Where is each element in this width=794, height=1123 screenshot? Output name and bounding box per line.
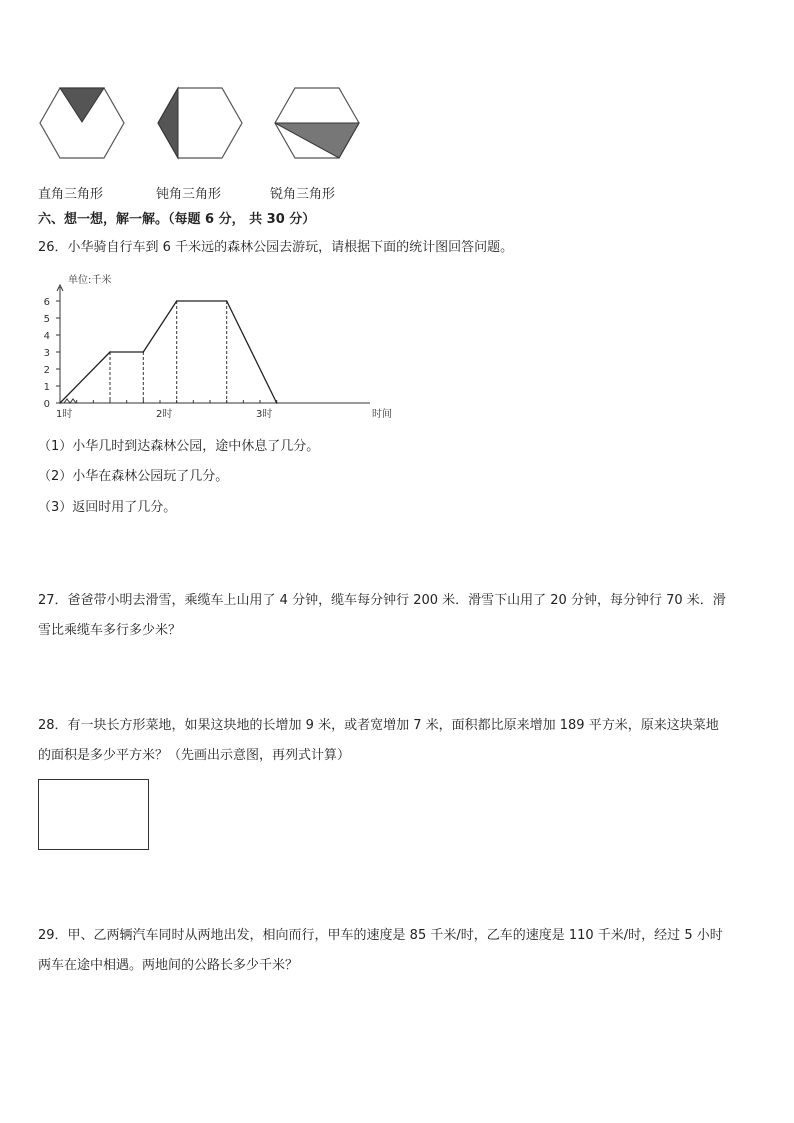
hexagon-right-triangle-figure — [38, 86, 128, 162]
shape-label-obtuse: 钝角三角形 — [156, 187, 222, 202]
x-tick-label: 3时 — [256, 409, 273, 420]
data-point — [59, 402, 61, 404]
question-27-line-2: 雪比乘缆车多行多少米？ — [38, 623, 182, 638]
travel-distance-line-chart — [30, 270, 410, 420]
question-29 — [38, 921, 758, 981]
data-segment — [60, 352, 110, 403]
y-tick-label: 2 — [43, 365, 50, 376]
question-29-line-1: 29．甲、乙两辆汽车同时从两地出发，相向而行，甲车的速度是 85 千米/时，乙车的速度是 110 千米/时，经过 5 小时 — [38, 928, 723, 943]
data-point — [226, 300, 228, 302]
y-tick-label: 6 — [43, 297, 50, 308]
data-segment — [143, 301, 176, 352]
data-point — [176, 300, 178, 302]
question-28-line-2: 的面积是多少平方米？（先画出示意图，再列式计算） — [38, 748, 351, 763]
shape-label-acute: 锐角三角形 — [270, 187, 336, 202]
x-tick-label: 1时 — [56, 409, 73, 420]
question-27-line-1: 27．爸爸带小明去滑雪，乘缆车上山用了 4 分钟，缆车每分钟行 200 米．滑雪下山用了 20 分钟，每分钟行 70 米．滑 — [38, 593, 726, 608]
y-tick-label: 3 — [43, 348, 50, 359]
x-axis-break — [64, 399, 76, 403]
data-point — [143, 351, 145, 353]
question-26-text: 26．小华骑自行车到 6 千米远的森林公园去游玩，请根据下面的统计图回答问题。 — [38, 240, 514, 255]
section-title: 六、想一想，解一解。（每题 6 分， 共 30 分） — [38, 212, 316, 227]
y-tick-label: 4 — [43, 331, 50, 342]
rectangle-sketch-box — [38, 779, 149, 850]
data-point — [109, 351, 111, 353]
question-26-sub-3: （3）返回时用了几分。 — [38, 500, 177, 515]
question-26-sub-2: （2）小华在森林公园玩了几分。 — [38, 469, 229, 484]
shape-label-right: 直角三角形 — [38, 187, 104, 202]
hexagon-acute-triangle-figure — [273, 86, 363, 162]
data-segment — [227, 301, 277, 403]
hexagon-obtuse-triangle-figure — [156, 86, 246, 162]
data-point — [276, 402, 278, 404]
y-tick-label: 5 — [43, 314, 50, 325]
y-tick-label: 0 — [43, 399, 50, 410]
x-tick-label: 2时 — [156, 409, 173, 420]
question-27 — [38, 586, 758, 646]
unit-label: 单位:千米 — [68, 275, 112, 286]
question-26-sub-1: （1）小华几时到达森林公园，途中休息了几分。 — [38, 439, 320, 454]
question-28-line-1: 28．有一块长方形菜地，如果这块地的长增加 9 米，或者宽增加 7 米，面积都比原来增加 189 平方米，原来这块菜地 — [38, 718, 719, 733]
question-28 — [38, 711, 758, 771]
y-tick-label: 1 — [43, 382, 50, 393]
x-axis-label: 时间 — [372, 409, 392, 420]
question-29-line-2: 两车在途中相遇。两地间的公路长多少千米？ — [38, 958, 299, 973]
